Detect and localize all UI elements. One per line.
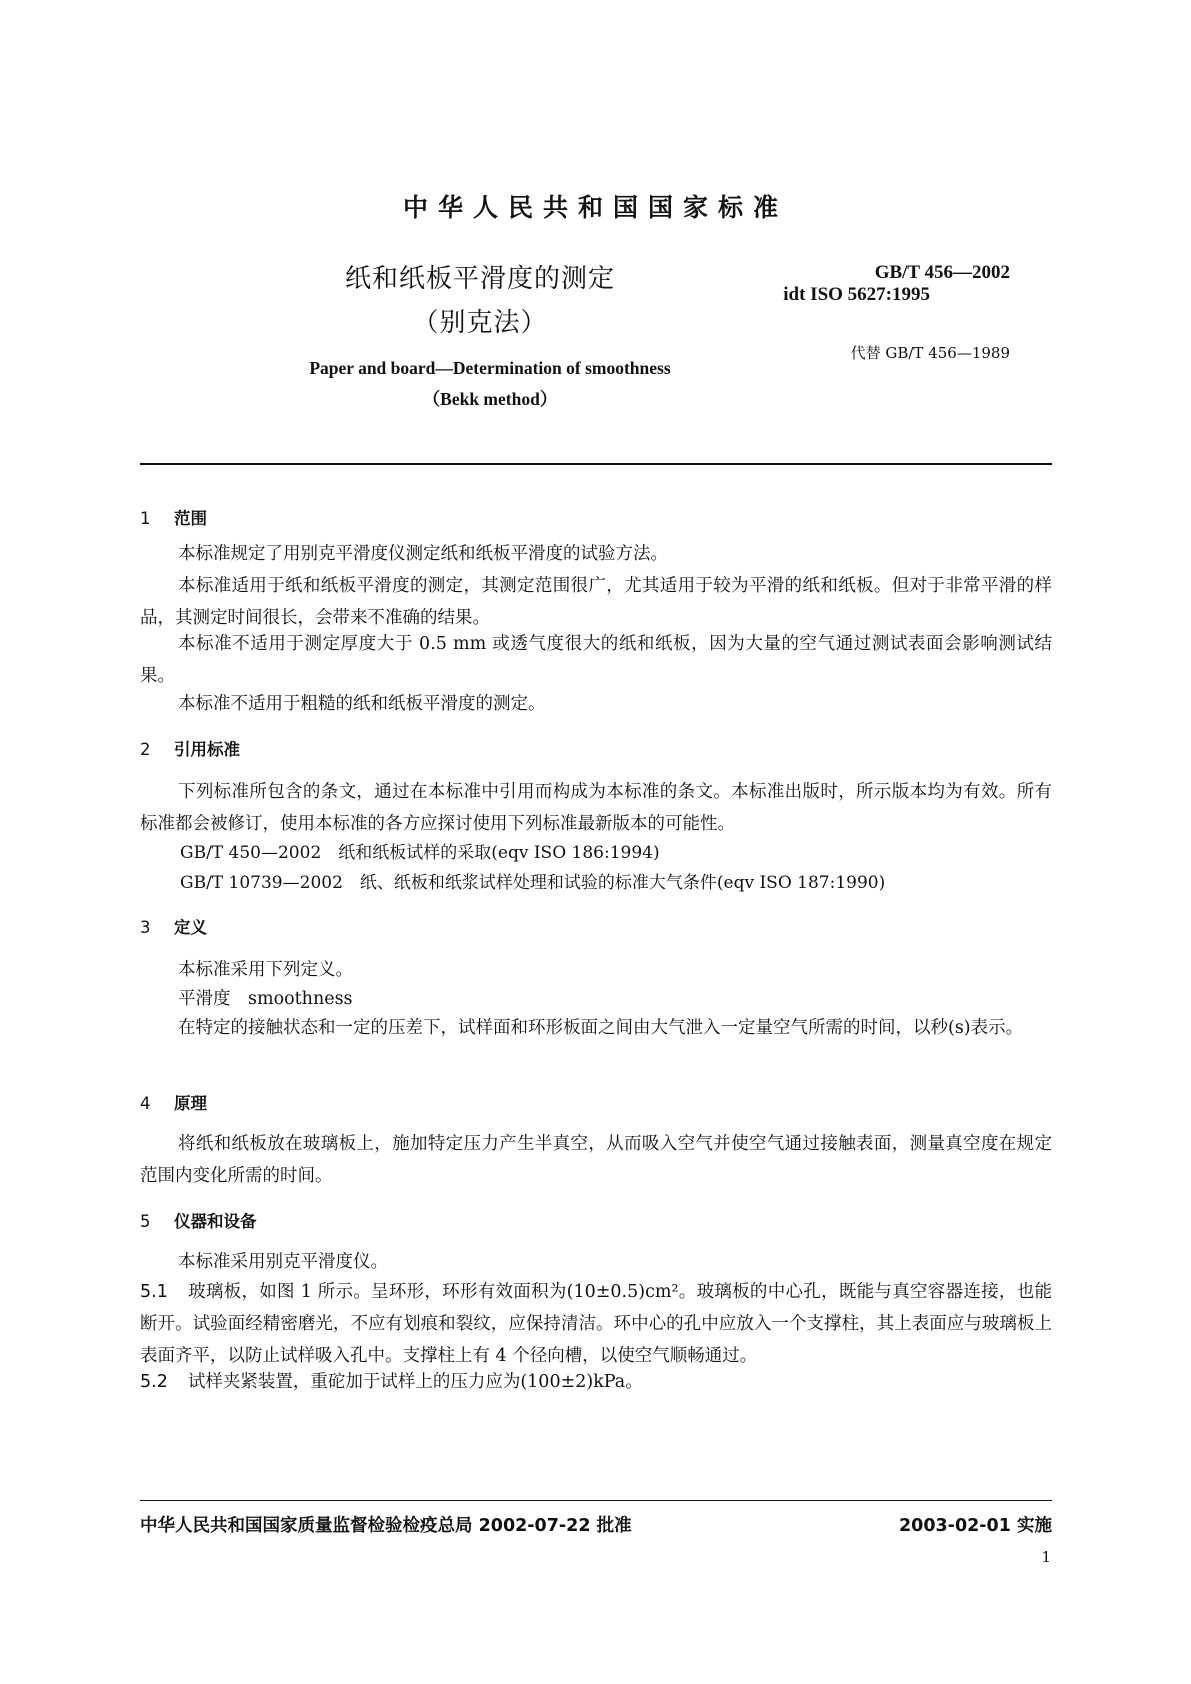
section-number: 5 xyxy=(140,1212,151,1231)
section-title: 仪器和设备 xyxy=(174,1212,257,1231)
section-title: 引用标准 xyxy=(174,740,240,759)
section-number: 4 xyxy=(140,1094,151,1113)
clause-5-1 xyxy=(140,1276,1052,1372)
section-4-heading xyxy=(140,1090,207,1114)
section-title: 定义 xyxy=(174,918,207,937)
section-title: 原理 xyxy=(174,1094,207,1113)
title-en-line1: Paper and board—Determination of smoothness xyxy=(309,358,671,378)
s3-paragraph-1: 本标准采用下列定义。 xyxy=(178,960,353,980)
section-number: 2 xyxy=(140,740,151,759)
s3-paragraph-2: 在特定的接触状态和一定的压差下，试样面和环形板面之间由大气泄入一定量空气所需的时间，以秒(s)表示。 xyxy=(178,1018,1024,1038)
footer-implementation: 2003-02-01 实施 xyxy=(898,1516,1052,1536)
section-3-heading xyxy=(140,914,207,938)
clause-number: 5.1 xyxy=(140,1282,168,1302)
title-en-line2: （Bekk method） xyxy=(422,389,558,409)
footer-approval: 中华人民共和国国家质量监督检验检疫总局 2002-07-22 批准 xyxy=(140,1516,632,1536)
section-title: 范围 xyxy=(174,509,207,528)
s1-paragraph-4: 本标准不适用于粗糙的纸和纸板平滑度的测定。 xyxy=(178,694,546,714)
clause-5-2 xyxy=(140,1366,1052,1398)
section-number: 3 xyxy=(140,918,151,937)
s5-paragraph-1: 本标准采用别克平滑度仪。 xyxy=(178,1252,388,1272)
title-divider xyxy=(140,463,1052,465)
section-number: 1 xyxy=(140,509,151,528)
clause-number: 5.2 xyxy=(140,1372,168,1392)
section-5-heading xyxy=(140,1208,257,1232)
title-cn-line2: （别克法） xyxy=(412,308,548,338)
s1-paragraph-3: 本标准不适用于测定厚度大于 0.5 mm 或透气度很大的纸和纸板，因为大量的空气通过测试表面会影响测试结果。 xyxy=(140,634,1052,686)
s1-paragraph-2: 本标准适用于纸和纸板平滑度的测定，其测定范围很广，尤其适用于较为平滑的纸和纸板。但对于非常平滑的样品，其测定时间很长，会带来不准确的结果。 xyxy=(140,576,1052,628)
clause-text: 玻璃板，如图 1 所示。呈环形，环形有效面积为(10±0.5)cm²。玻璃板的中心孔，既能与真空容器连接，也能断开。试验面经精密磨光，不应有划痕和裂纹，应保持清洁。环中心的孔中应放入一个支撑柱，其上表面应与玻璃板上表面齐平，以防止试样吸入孔中。支撑柱上有 4 个径向槽，以使空气顺畅通过。 xyxy=(140,1282,1052,1366)
standard-replaces: 代替 GB/T 456—1989 xyxy=(850,344,1010,362)
s1-paragraph-1: 本标准规定了用别克平滑度仪测定纸和纸板平滑度的试验方法。 xyxy=(178,544,668,564)
page-number: 1 xyxy=(1041,1548,1051,1566)
national-standard-header: 中华人民共和国国家标准 xyxy=(402,193,788,222)
title-cn-line1: 纸和纸板平滑度的测定 xyxy=(344,264,615,294)
s3-term: 平滑度 smoothness xyxy=(178,989,353,1009)
s2-paragraph-1: 下列标准所包含的条文，通过在本标准中引用而构成为本标准的条文。本标准出版时，所示版本均为有效。所有标准都会被修订，使用本标准的各方应探讨使用下列标准最新版本的可能性。 xyxy=(140,782,1052,834)
reference-item: GB/T 10739—2002 纸、纸板和纸浆试样处理和试验的标准大气条件(eqv ISO 187:1990) xyxy=(180,873,886,893)
standard-idt: idt ISO 5627:1995 xyxy=(783,284,930,305)
s4-paragraph-1: 将纸和纸板放在玻璃板上，施加特定压力产生半真空，从而吸入空气并使空气通过接触表面，测量真空度在规定范围内变化所需的时间。 xyxy=(140,1134,1052,1186)
section-1-heading xyxy=(140,505,207,529)
section-2-heading xyxy=(140,736,240,760)
clause-text: 试样夹紧装置，重砣加于试样上的压力应为(100±2)kPa。 xyxy=(187,1372,643,1392)
reference-item: GB/T 450—2002 纸和纸板试样的采取(eqv ISO 186:1994) xyxy=(180,843,660,863)
footer-divider xyxy=(140,1500,1052,1501)
standard-number: GB/T 456—2002 xyxy=(874,262,1010,283)
